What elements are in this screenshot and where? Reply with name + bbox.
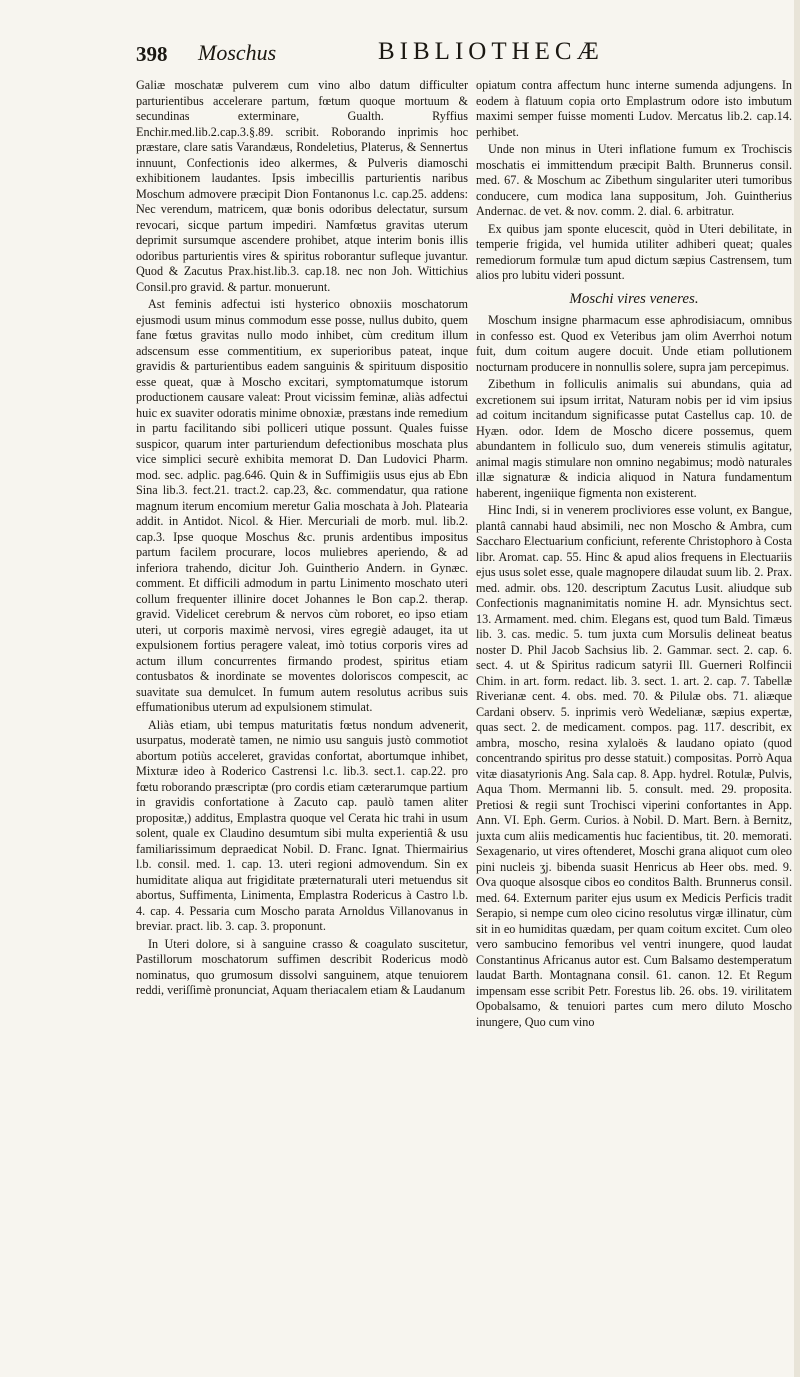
paragraph: Aliàs etiam, ubi tempus maturitatis fœtus nondum advenerit, usurpatus, moderatè tamen, ne nimio usu sanguis justò commotiot abortum potiùs acceleret, gravidas confortat, abortumque inhibet, Mixturæ ideo à Roderico Castrensi l.c. lib.3. sect.1. cap.22. pro fœtu roborando præscriptæ (pro cordis etiam cæterarumque partium in gravidis confortatione à Zacuto cap. paulò tamen aliter propositæ,) additus, Emplastra quoque vel Cerata hic trahi in usum solent, quale ex Claudino desumtum sibi multa experientiâ & usu familiarissimum depraedicat Nobil. D. Franc. Ignat. Thiermairius l.b. consil. med. 1. cap. 13. uteri regioni admovendum. Sin ex humiditate aliqua aut frigiditate præternaturali uteri metuendus sit abortus, Suffimenta, Linimenta, Emplastra Rodericus à Castro l.b. 4. cap. 4. Pessaria cum Moscho parata Arnoldus Villanovanus in breviar. pract. lib. 3. cap. 3. proponunt.	[136, 717, 468, 933]
text-columns	[136, 78, 792, 1358]
library-title: BIBLIOTHECÆ	[378, 38, 604, 65]
page-header	[136, 38, 796, 78]
paragraph: Ex quibus jam sponte elucescit, quòd in Uteri debilitate, in temperie frigida, vel humida utiliter adhiberi queat; quales remediorum formulæ tum apud dictum sæpius Castrensem, tum alios pro lubitu videri possunt.	[476, 221, 792, 282]
paragraph: Unde non minus in Uteri inflatione fumum ex Trochiscis moschatis ei immittendum præcipit Balth. Brunnerus consil. med. 67. & Moschum ac Zibethum singulariter uteri tumoribus conducere, cum modica lana suppositum, Joh. Guintherius Andernac. de vet. & nov. comm. 2. dial. 6. arbitratur.	[476, 142, 792, 218]
page-number: 398	[136, 42, 168, 66]
paragraph: In Uteri dolore, si à sanguine crasso & coagulato suscitetur, Pastillorum moschatorum suffimen describit Rodericus modò nominatus, quo grumosum dissolvi sanguinem, atque tenuiorem reddi, veriſſimè pronunciat, Aquam theriacalem etiam & Laudanum	[136, 936, 468, 997]
paragraph: Hinc Indi, si in venerem procliviores esse volunt, ex Bangue, plantâ cannabi haud absimili, nec non Moscho & Ambra, cum Saccharo Electuarium conficiunt, referente Christophoro à Costa libr. Aromat. cap. 55. Hinc & apud alios frequens in Electuariis ejus usus solet esse, quale magnopere dilaudat suum lib. 2. Prax. med. admir. obs. 120. descriptum Zacutus Lusit. aliudque sub Confectionis magnanimitatis nomine H. adr. Mynsichtus sect. 13. Armament. med. chim. Elegans est, quod tum Bald. Timæus lib. 3. cas. medic. 5. tum juxta cum Morsulis delineat beatus noster D. Phil Jacob Sachsius lib. 2. Gammar. sect. 2. cap. 6. sect. 4. ut & Spiritus radicum satyrii Ill. Guerneri Rolfincii Chim. in art. form. redact. lib. 3. sect. 1. art. 2. cap. 7. Tabellæ Riverianæ cent. 4. obs. med. 70. & Pilulæ obs. 71. aliæque Cardani observ. 5. inprimis verò Wedelianæ, sæpius expertæ, quas sect. 2. de medicament. compos. pag. 117. describit, ex ambra, moscho, resina xylaloës & laudano opiato (quod concentrando spiritus pro desse statuit.) compositas. Porrò Aqua vitæ diasatyrionis Ang. Sala cap. 8. App. hydrel. Rotulæ, Pulvis, Aqua Thom. Mermanni lib. 5. consult. med. 29. proposita. Pretiosi & regii sunt Trochisci viperini confortantes in App. Ann. VI. Eph. Germ. Curios. à Nobil. D. Mart. Bern. à Bernitz, juxta cum aliis medicamentis huc facientibus, tit. 20. memorati. Sexagenario, ut vires oftenderet, Moschi grana aliquot cum oleo pini nucleis ʒj. bibenda suasit Henricus ab Heer obs. med. 9. Ova quoque alsosque cibos eo conditos Balth. Brunnerus consil. med. 64. Externum pariter ejus usum ex Medicis Perficis tradit Serapio, si nempe cum oleo cicino resolutus virgæ illinatur, cùm sit in eo humiditas quædam, per quam coitum excitet. Cum oleo vero sambucino femoribus vel ventri inungere, quod laudat Constantinus Africanus autor est. Cum Balsamo destemperatum laudat Barth. Montagnana consil. 61. canon. 12. Et Regum impensam esse scribit Petr. Forestus lib. 26. obs. 19. virilitatem Opobalsamo, & tenuiori partes cum mero diluto Moscho inungere, Quo cum vino	[476, 503, 792, 1029]
paragraph: Ast feminis adfectui isti hysterico obnoxiis moschatorum ejusmodi usum minus commodum esse posse, nullus dubito, quem fane fœtus gravitas nullo modo inhibet, cùm creditum illum adscensum esse commentitium, ex superioribus pateat, inque gravidis & parturientibus eadem sanguinis & spirituum dispositio esse queat, quæ à Moscho excitari, symptomatumque istorum productionem causare valeat: Prout vicissim feminæ, aliàs adfectui huic ex suaviter odoratis minime obnoxiæ, præstans inde remedium in partu facilitando sibi polliceri utique possunt. Quales fuisse suspicor, quarum inter parturiendum defectionibus moschata plus vice simplici securè exhibita memorat D. Dan Ludovici Pharm. mod. sec. adplic. pag.646. Quin & in Suffimigiis usus ejus ab Ebn Sina lib.3. fect.21. tract.2. cap.23, &c. commendatur, qua ratione magnum iterum encomium meretur Galia moschata à Joh. Platearia addit. in Antidot. Nicol. & Hier. Mercuriali de morb. mul. lib.2. cap.3. Ipse quoque Moschus &c. prunis ardentibus impositus partum facilem procurare, locos muliebres aperiendo, & ad inferiora trahendo, dicitur Joh. Guintherio Andern. in Gynæc. comment. Et difficili admodum in partu Linimento moschato uteri collum frequenter illinire docet Johannes le Bon cap.2. therap. gravid. Videlicet cerebrum & nervos cùm roboret, eo ipso etiam uteri, ut corporis maximè nervosi, vires egregiè adauget, ita ut expulsionem fortius peragere valeat, imò totius corporis vires ad actum illum concurrentes firmando prodest, spiritus etiam contusbatos & inordinate se moventes doloriscos compescit, ac suavitate sua demulcet. In fumum autem resolutus acribus suis effumationibus uterum ad expulsionem stimulat.	[136, 297, 468, 714]
paragraph: opiatum contra affectum hunc interne sumenda adjungens. In eodem à flatuum copia orto Emplastrum odore isto imbutum maximi semper fuisse momenti Ludov. Mercatus lib.2. cap.14. perhibet.	[476, 78, 792, 139]
page-edge	[794, 0, 800, 1377]
section-heading: Moschi vires veneres.	[569, 290, 699, 307]
paragraph: Galiæ moschatæ pulverem cum vino albo datum difficulter parturientibus accelerare partum, fœtum quoque mortuum & secundinas exterminare, Gualth. Ryffius Enchir.med.lib.2.cap.3.§.89. scribit. Roborando inprimis hoc præstare, clare satis Varandæus, Rondeletius, Platerus, & Sennertus innuunt, Confectionis ideo alkermes, & Pulveris diamoschi exhibitionem laudantes. Ipsis imbecillis parturientis naribus Moschum admovere præcipit Dion Fontanonus l.c. cap.25. addens: Nec verendum, matricem, quæ bonis odoribus delectatur, sursum revocari, sicque partum impediri. Namfœtus gravitas uterum deprimit sursumque ascendere prohibet, atque interim bonis illis odoribus parturientis vires & spiritus roborantur sufleque juvantur. Quod & Zacutus Prax.hist.lib.3. cap.18. nec non Joh. Wittichius Consil.pro gravid. & partur. monuerunt.	[136, 78, 468, 294]
right-column	[476, 78, 792, 1358]
paragraph: Moschum insigne pharmacum esse aphrodisiacum, omnibus in confesso est. Quod ex Veteribus jam olim Averrhoi notum fuit, dum coitum augere docuit. Unde etiam pollutionem nocturnam producere in nonnullis solere, supra jam percepimus.	[476, 313, 792, 374]
paragraph: Zibethum in folliculis animalis sui abundans, quia ad excretionem sui ipsum irritat, Naturam nobis per id vim ipsius ad coitum incitandum significasse putat Castellus cap. 10. de Hyæn. odor. Idem de Moscho dicere possemus, quem abundantem in folliculo suo, dum venereis stimulis agitatur, animal magis stimulare non omnino negabimus; modò naturales illæ signaturæ & indicia aliquod in Natura fundamentum haberent, ingeniique figmenta non existerent.	[476, 377, 792, 500]
running-title: Moschus	[198, 40, 277, 65]
left-column	[136, 78, 468, 1358]
